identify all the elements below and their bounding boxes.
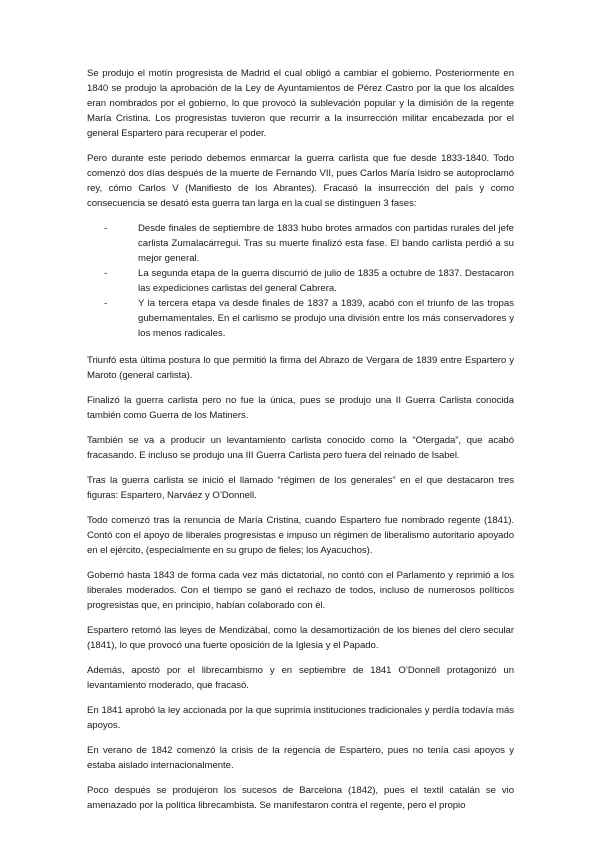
paragraph: Finalizó la guerra carlista pero no fue la única, pues se produjo una II Guerra Carlista conocida también como Guerra de los Matiners. bbox=[87, 395, 514, 421]
paragraph: Gobernó hasta 1843 de forma cada vez más dictatorial, no contó con el Parlamento y reprimió a los liberales moderados. Con el tiempo se ganó el rechazo de todos, incluso de numerosos políticos progresistas que, en principio, habían colaborado con él. bbox=[87, 570, 514, 611]
list-item-text: Desde finales de septiembre de 1833 hubo brotes armados con partidas rurales del jefe carlista Zumalacárregui. Tras su muerte finalizó esta fase. El bando carlista perdió a su mejor general. bbox=[138, 223, 514, 264]
paragraph: En 1841 aprobó la ley accionada por la que suprimía instituciones tradicionales y perdía todavía más apoyos. bbox=[87, 705, 514, 731]
list-item-text: La segunda etapa de la guerra discurrió de julio de 1835 a octubre de 1837. Destacaron las expediciones carlistas del general Cabrera. bbox=[138, 268, 514, 294]
paragraph: Además, apostó por el librecambismo y en septiembre de 1841 O’Donnell protagonizó un levantamiento moderado, que fracasó. bbox=[87, 665, 514, 691]
paragraph: Todo comenzó tras la renuncia de María Cristina, cuando Espartero fue nombrado regente (1841). Contó con el apoyo de liberales progresistas e impuso un régimen de liberalismo autoritario apoyado en el ejército, (especialmente en su grupo de fieles; los Ayacuchos). bbox=[87, 515, 514, 556]
paragraph: También se va a producir un levantamiento carlista conocido como la “Otergada”, que acabó fracasando. E incluso se produjo una III Guerra Carlista pero fuera del reinado de Isabel. bbox=[87, 435, 514, 461]
paragraph-carlist-war: Pero durante este periodo debemos enmarcar la guerra carlista que fue desde 1833-1840. Todo comenzó dos días después de la muerte de Fernando VII, pues Carlos María Isidro se autoproclamó rey, cómo Carlos V (Manifiesto de los Abrantes). Fracasó la insurrección del país y como consecuencia se desató esta guerra tan larga en la cual se distinguen 3 fases: bbox=[87, 153, 514, 209]
paragraph: Triunfó esta última postura lo que permitió la firma del Abrazo de Vergara de 1839 entre Espartero y Maroto (general carlista). bbox=[87, 355, 514, 381]
list-item-phase-2 bbox=[87, 266, 514, 296]
list-item-phase-3 bbox=[87, 296, 514, 341]
list-marker: - bbox=[104, 268, 108, 279]
paragraph: En verano de 1842 comenzó la crisis de la regencia de Espartero, pues no tenía casi apoyos y estaba aislado internacionalmente. bbox=[87, 745, 514, 771]
paragraph: Espartero retomó las leyes de Mendizábal, como la desamortización de los bienes del clero secular (1841), lo que provocó una fuerte oposición de la Iglesia y el Papado. bbox=[87, 625, 514, 651]
list-item-text: Y la tercera etapa va desde finales de 1837 a 1839, acabó con el triunfo de las tropas gubernamentales. En el carlismo se produjo una división entre los más conservadores y los menos radicales. bbox=[138, 298, 514, 339]
list-marker: - bbox=[104, 223, 108, 234]
phases-list bbox=[87, 221, 514, 341]
paragraph-intro: Se produjo el motín progresista de Madrid el cual obligó a cambiar el gobierno. Posteriormente en 1840 se produjo la aprobación de la Ley de Ayuntamientos de Pérez Castro por la que los alcaldes eran nombrados por el gobierno, lo que provocó la sublevación popular y la dimisión de la regente María Cristina. Los progresistas tuvieron que recurrir a la insurrección militar encabezada por el general Espartero para recuperar el poder. bbox=[87, 68, 514, 139]
list-item-phase-1 bbox=[87, 221, 514, 266]
paragraph: Tras la guerra carlista se inició el llamado “régimen de los generales” en el que destacaron tres figuras: Espartero, Narváez y O’Donnell. bbox=[87, 475, 514, 501]
list-marker: - bbox=[104, 298, 108, 309]
document-body bbox=[87, 66, 514, 823]
paragraph: Poco después se produjeron los sucesos de Barcelona (1842), pues el textil catalán se vio amenazado por la política librecambista. Se manifestaron contra el regente, pero el propio bbox=[87, 785, 514, 811]
